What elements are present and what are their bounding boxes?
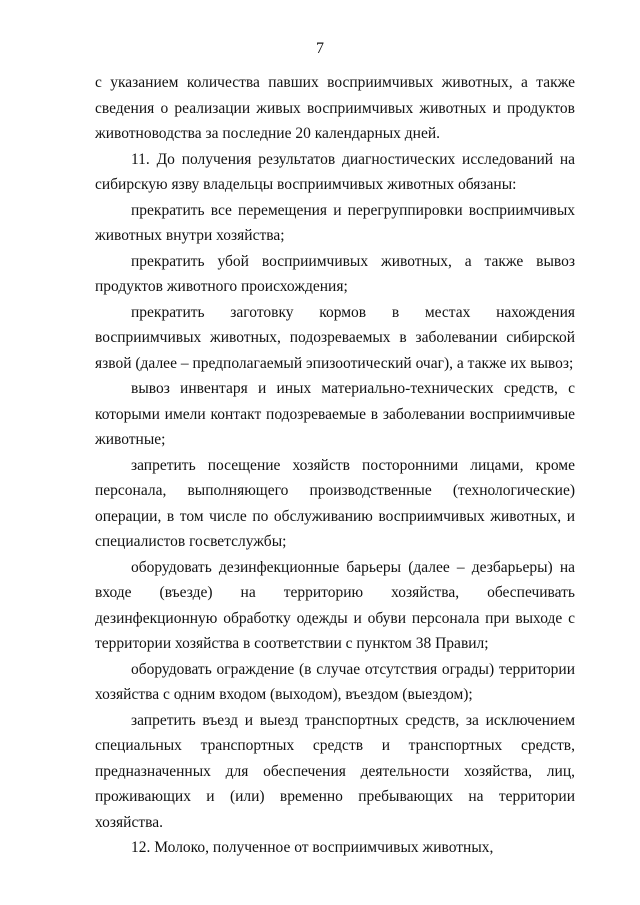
paragraph: прекратить заготовку кормов в местах нахождения восприимчивых животных, подозреваемых в заболевании сибирской язвой (далее – предполагаемый эпизоотический очаг), а также их вывоз; bbox=[95, 303, 575, 372]
paragraph-item-11: 11. До получения результатов диагностических исследований на сибирскую язву владельцы восприимчивых животных обязаны: bbox=[95, 150, 575, 193]
paragraph: оборудовать ограждение (в случае отсутствия ограды) территории хозяйства с одним входом (выходом), въездом (выездом); bbox=[95, 660, 575, 703]
paragraph: оборудовать дезинфекционные барьеры (далее – дезбарьеры) на входе (въезде) на территорию хозяйства, обеспечивать дезинфекционную обработку одежды и обуви персонала при выходе с территории хозяйства в соответствии с пунктом 38 Правил; bbox=[95, 558, 575, 652]
paragraph-item-12: 12. Молоко, полученное от восприимчивых животных, bbox=[131, 839, 494, 856]
document-body bbox=[95, 70, 575, 861]
paragraph: прекратить убой восприимчивых животных, а также вывоз продуктов животного происхождения; bbox=[95, 252, 575, 295]
paragraph: прекратить все перемещения и перегруппировки восприимчивых животных внутри хозяйства; bbox=[95, 201, 575, 244]
paragraph: вывоз инвентаря и иных материально-технических средств, с которыми имели контакт подозреваемые в заболевании восприимчивые животные; bbox=[95, 380, 575, 448]
paragraph: запретить посещение хозяйств посторонними лицами, кроме персонала, выполняющего производственные (технологические) операции, в том числе по обслуживанию восприимчивых животных, и специалистов госветслужбы; bbox=[95, 456, 575, 550]
page-number: 7 bbox=[316, 40, 324, 57]
paragraph: запретить въезд и выезд транспортных средств, за исключением специальных транспортных средств и транспортных средств, предназначенных для обеспечения деятельности хозяйства, лиц, проживающих и (или) временно пребывающих на территории хозяйства. bbox=[95, 711, 575, 831]
paragraph: с указанием количества павших восприимчивых животных, а также сведения о реализации живых восприимчивых животных и продуктов животноводства за последние 20 календарных дней. bbox=[95, 74, 575, 142]
